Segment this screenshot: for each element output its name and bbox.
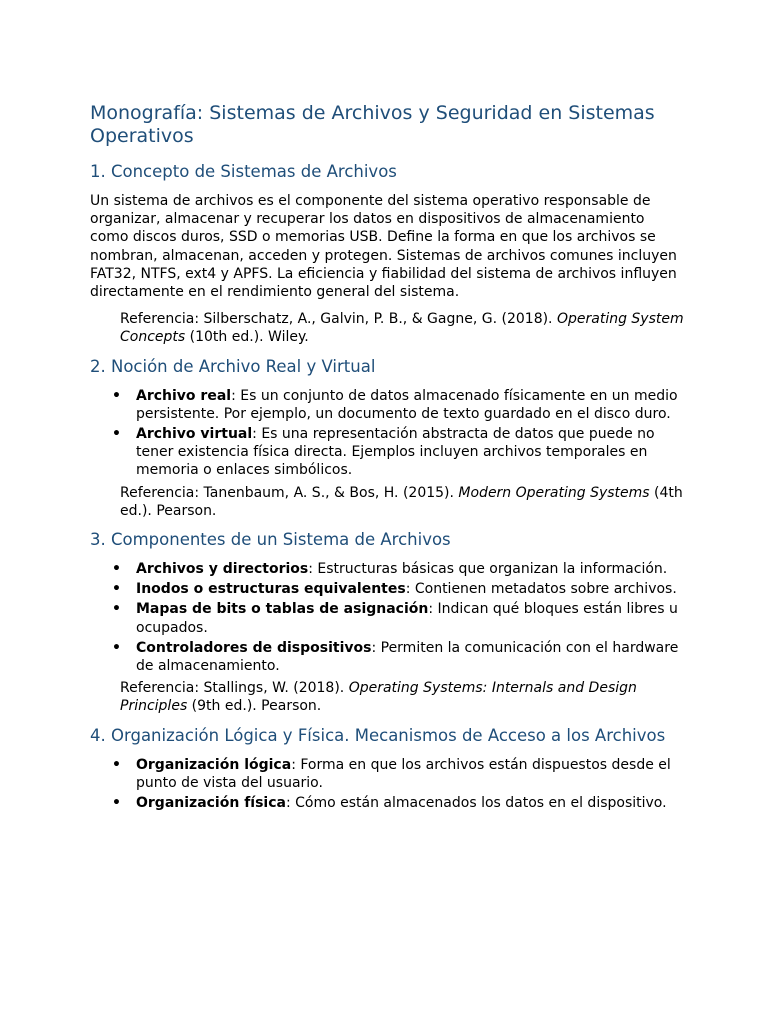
list-item-text: : Forma en que los archivos están dispuestos desde el punto de vista del usuario. xyxy=(136,756,671,791)
reference-1-suffix: (10th ed.). Wiley. xyxy=(185,329,309,346)
reference-2-suffix: (4th ed.). Pearson. xyxy=(120,484,683,519)
bullet-icon: • xyxy=(112,756,121,773)
document-title: Monografía: Sistemas de Archivos y Seguridad en Sistemas Operativos xyxy=(90,102,655,147)
bullet-icon: • xyxy=(112,639,121,656)
reference-1-prefix: Referencia: Silberschatz, A., Galvin, P. B., & Gagne, G. (2018). xyxy=(120,311,557,328)
section-3-list xyxy=(90,560,684,675)
list-item-text: : Contienen metadatos sobre archivos. xyxy=(405,581,677,598)
bullet-icon: • xyxy=(112,581,121,598)
reference-2-prefix: Referencia: Tanenbaum, A. S., & Bos, H. (2015). xyxy=(120,484,459,501)
list-item-term: Controladores de dispositivos xyxy=(136,639,372,656)
list-item-term: Inodos o estructuras equivalentes xyxy=(136,581,406,598)
list-item-text: : Indican qué bloques están libres u ocupados. xyxy=(136,601,678,636)
list-item xyxy=(90,756,684,792)
section-4-list xyxy=(90,756,684,813)
list-item-term: Archivo virtual xyxy=(136,426,253,443)
list-item xyxy=(90,639,684,675)
list-item xyxy=(90,600,684,636)
list-item-term: Mapas de bits o tablas de asignación xyxy=(136,601,429,618)
reference-1-work: Operating System Concepts xyxy=(120,311,684,346)
section-2-list xyxy=(90,387,684,480)
list-item-text: : Permiten la comunicación con el hardware de almacenamiento. xyxy=(136,639,679,675)
reference-3-suffix: (9th ed.). Pearson. xyxy=(187,698,322,715)
list-item-text: : Cómo están almacenados los datos en el dispositivo. xyxy=(285,795,667,812)
list-item-text: : Es un conjunto de datos almacenado físicamente en un medio persistente. Por ejemplo, un documento de texto guardado en el disco duro. xyxy=(136,387,678,422)
bullet-icon: • xyxy=(112,387,121,404)
section-heading-2: 2. Noción de Archivo Real y Virtual xyxy=(90,356,376,376)
section-heading-3: 3. Componentes de un Sistema de Archivos xyxy=(90,530,451,550)
section-heading-4: 4. Organización Lógica y Física. Mecanismos de Acceso a los Archivos xyxy=(90,725,666,745)
reference-2-work: Modern Operating Systems xyxy=(458,484,650,501)
reference-2 xyxy=(120,484,684,520)
section-heading-1: 1. Concepto de Sistemas de Archivos xyxy=(90,162,397,181)
document-page xyxy=(90,102,684,814)
list-item xyxy=(90,560,684,578)
reference-3-work: Operating Systems: Internals and Design Principles xyxy=(120,680,637,715)
bullet-icon: • xyxy=(112,426,121,443)
list-item xyxy=(90,794,684,812)
list-item xyxy=(90,387,684,423)
bullet-icon: • xyxy=(112,601,121,618)
list-item xyxy=(90,425,684,480)
list-item-text: : Estructuras básicas que organizan la información. xyxy=(308,561,668,578)
list-item xyxy=(90,580,684,598)
reference-3-prefix: Referencia: Stallings, W. (2018). xyxy=(120,680,349,697)
list-item-text: : Es una representación abstracta de datos que puede no tener existencia física directa. Ejemplos incluyen archivos temporales en memoria o enlaces simbólicos. xyxy=(136,426,655,479)
list-item-term: Organización física xyxy=(136,795,286,812)
section-1-paragraph: Un sistema de archivos es el componente del sistema operativo responsable de organizar, almacenar y recuperar los datos en dispositivos de almacenamiento como discos duros, SSD o memorias USB. Define la forma en que los archivos se nombran, almacenan, acceden y protegen. Sistemas de archivos comunes incluyen FAT32, NTFS, ext4 y APFS. La eficiencia y fiabilidad del sistema de archivos influyen directamente en el rendimiento general del sistema. xyxy=(90,193,677,301)
list-item-term: Organización lógica xyxy=(136,756,292,773)
bullet-icon: • xyxy=(112,561,121,578)
list-item-term: Archivo real xyxy=(136,387,232,404)
bullet-icon: • xyxy=(112,795,121,812)
reference-1 xyxy=(120,310,684,346)
reference-3 xyxy=(120,679,684,715)
list-item-term: Archivos y directorios xyxy=(136,561,309,578)
